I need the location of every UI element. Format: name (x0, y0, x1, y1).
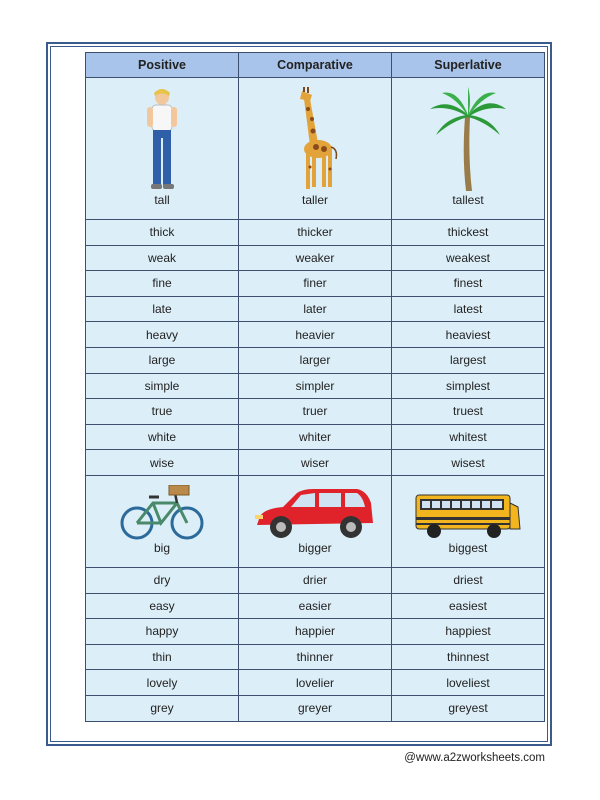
superlative-cell: thickest (392, 220, 545, 246)
superlative-cell: simplest (392, 373, 545, 399)
red-car-icon (253, 489, 377, 541)
positive-cell: large (86, 347, 239, 373)
superlative-cell: whitest (392, 424, 545, 450)
comparative-cell: simpler (239, 373, 392, 399)
positive-cell: white (86, 424, 239, 450)
header-positive: Positive (86, 53, 239, 78)
giraffe-icon (288, 87, 342, 193)
comparative-cell: larger (239, 347, 392, 373)
word-bigger: bigger (298, 540, 332, 555)
school-bus-icon (414, 491, 522, 541)
cell-tall (86, 78, 239, 220)
superlative-cell: truest (392, 399, 545, 425)
superlative-cell: loveliest (392, 670, 545, 696)
header-superlative: Superlative (392, 53, 545, 78)
comparative-cell: weaker (239, 245, 392, 271)
header-comparative: Comparative (239, 53, 392, 78)
word-big: big (153, 540, 170, 555)
table-row (86, 593, 545, 619)
positive-cell: late (86, 296, 239, 322)
positive-cell: easy (86, 593, 239, 619)
word-tall: tall (154, 193, 170, 207)
comparative-cell: happier (239, 619, 392, 645)
table-row (86, 373, 545, 399)
comparative-cell: thicker (239, 220, 392, 246)
table-row (86, 296, 545, 322)
positive-cell: fine (86, 271, 239, 297)
superlative-cell: greyest (392, 695, 545, 721)
cell-big (86, 475, 239, 567)
table-row (86, 347, 545, 373)
cell-taller (239, 78, 392, 220)
table-row (86, 450, 545, 476)
table-row (86, 399, 545, 425)
bicycle-icon (119, 485, 205, 541)
comparative-cell: easier (239, 593, 392, 619)
comparative-cell: wiser (239, 450, 392, 476)
comparative-cell: lovelier (239, 670, 392, 696)
comparative-cell: whiter (239, 424, 392, 450)
positive-cell: heavy (86, 322, 239, 348)
palm-tree-icon (428, 87, 508, 193)
website-credit: @www.a2zworksheets.com (404, 752, 545, 764)
superlative-cell: heaviest (392, 322, 545, 348)
table-row (86, 567, 545, 593)
positive-cell: happy (86, 619, 239, 645)
picture-row-tall (86, 78, 545, 220)
positive-cell: lovely (86, 670, 239, 696)
superlative-cell: wisest (392, 450, 545, 476)
comparative-cell: truer (239, 399, 392, 425)
comparison-table (85, 52, 545, 722)
table-row (86, 271, 545, 297)
superlative-cell: driest (392, 567, 545, 593)
comparative-cell: drier (239, 567, 392, 593)
superlative-cell: easiest (392, 593, 545, 619)
superlative-cell: thinnest (392, 644, 545, 670)
header-row (86, 53, 545, 78)
positive-cell: simple (86, 373, 239, 399)
word-tallest: tallest (452, 193, 484, 207)
comparative-cell: greyer (239, 695, 392, 721)
superlative-cell: finest (392, 271, 545, 297)
table-row (86, 695, 545, 721)
table-row (86, 670, 545, 696)
superlative-cell: largest (392, 347, 545, 373)
comparative-cell: thinner (239, 644, 392, 670)
positive-cell: weak (86, 245, 239, 271)
comparative-cell: later (239, 296, 392, 322)
positive-cell: thick (86, 220, 239, 246)
positive-cell: thin (86, 644, 239, 670)
table-row (86, 245, 545, 271)
cell-tallest (392, 78, 545, 220)
comparative-cell: heavier (239, 322, 392, 348)
word-taller: taller (301, 193, 328, 207)
cell-bigger (239, 475, 392, 567)
table-row (86, 619, 545, 645)
positive-cell: dry (86, 567, 239, 593)
positive-cell: grey (86, 695, 239, 721)
cell-biggest (392, 475, 545, 567)
table-row (86, 322, 545, 348)
table-row (86, 220, 545, 246)
comparative-cell: finer (239, 271, 392, 297)
table-row (86, 644, 545, 670)
superlative-cell: happiest (392, 619, 545, 645)
table-row (86, 424, 545, 450)
positive-cell: wise (86, 450, 239, 476)
superlative-cell: weakest (392, 245, 545, 271)
picture-row-big (86, 475, 545, 567)
word-biggest: biggest (448, 540, 488, 555)
superlative-cell: latest (392, 296, 545, 322)
standing-man-icon (142, 87, 182, 193)
positive-cell: true (86, 399, 239, 425)
